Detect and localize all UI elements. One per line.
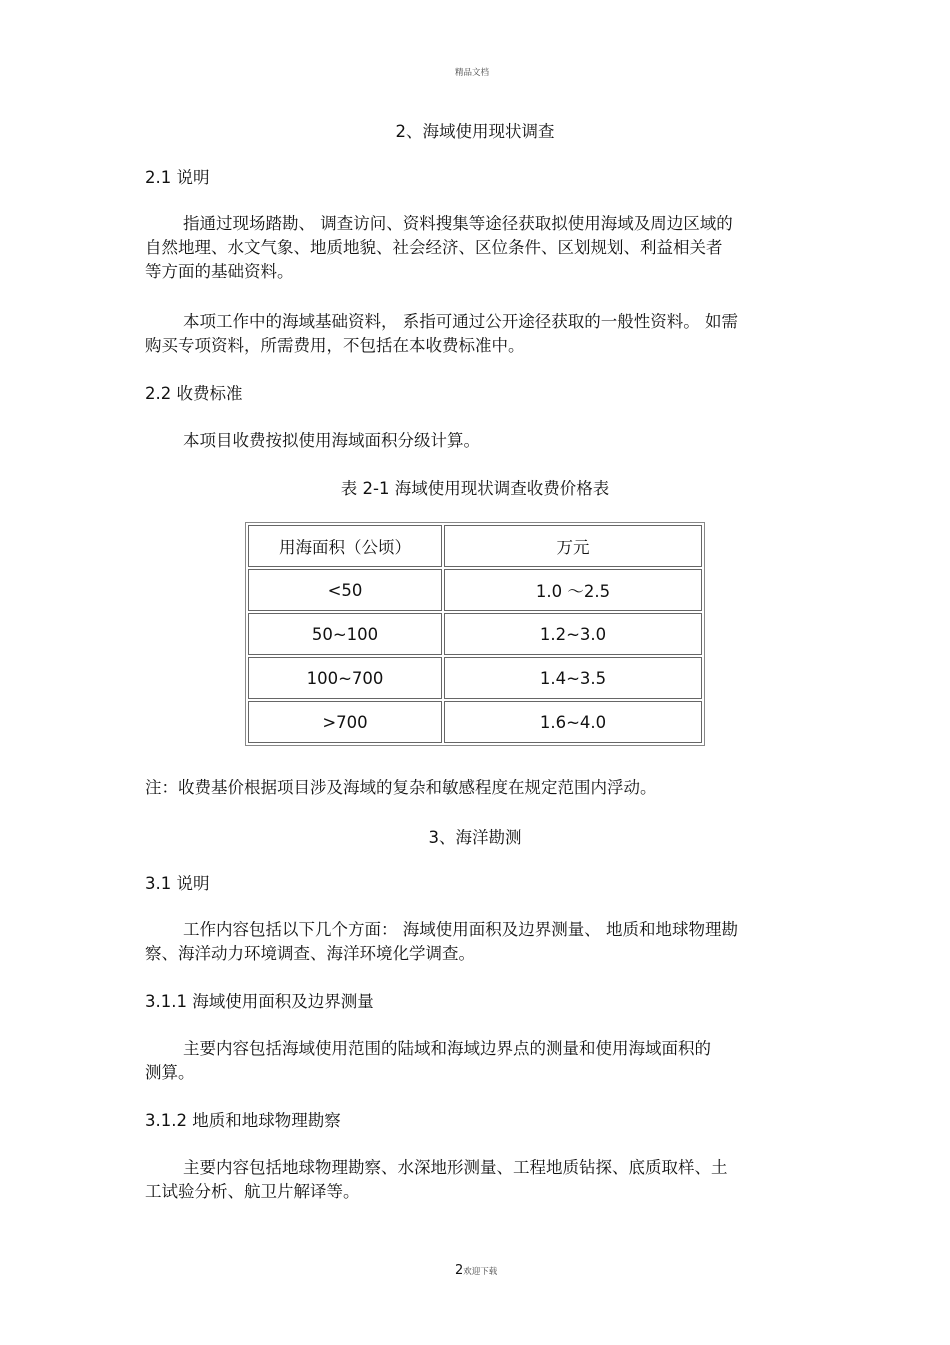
paragraph-line: 主要内容包括地球物理勘察、水深地形测量、工程地质钻探、底质取样、土 xyxy=(183,1158,728,1177)
section-3-1-2-paragraph xyxy=(145,1156,815,1204)
footer xyxy=(455,1259,497,1278)
table-cell-area: <50 xyxy=(248,569,442,611)
section-3-1-1-paragraph xyxy=(145,1037,815,1085)
table-row xyxy=(248,657,702,699)
fee-table xyxy=(245,522,705,746)
section-2-1-paragraph-2 xyxy=(145,310,815,358)
paragraph-line: 自然地理、水文气象、地质地貌、社会经济、区位条件、区划规划、利益相关者 xyxy=(145,238,723,257)
page-number: 2 xyxy=(455,1263,464,1278)
paragraph-line: 等方面的基础资料。 xyxy=(145,262,294,281)
table-cell-area: 100~700 xyxy=(248,657,442,699)
paragraph-line: 指通过现场踏勘、 调查访问、资料搜集等途径获取拟使用海域及周边区域的 xyxy=(183,214,733,233)
table-row xyxy=(248,569,702,611)
section-2-2-heading: 2.2 收费标准 xyxy=(145,384,243,403)
table-row xyxy=(248,701,702,743)
section-2-2-paragraph: 本项目收费按拟使用海域面积分级计算。 xyxy=(183,431,480,450)
section-3-1-heading: 3.1 说明 xyxy=(145,874,210,893)
paragraph-line: 工作内容包括以下几个方面： 海域使用面积及边界测量、 地质和地球物理勘 xyxy=(183,920,738,939)
table-cell-area: 50~100 xyxy=(248,613,442,655)
header-watermark: 精品文档 xyxy=(455,68,490,78)
table-cell-area: >700 xyxy=(248,701,442,743)
footer-text: 欢迎下载 xyxy=(463,1267,498,1277)
paragraph-line: 工试验分析、航卫片解译等。 xyxy=(145,1182,360,1201)
table-header-row xyxy=(248,525,702,567)
section-3-1-paragraph xyxy=(145,918,815,966)
table-caption: 表 2-1 海域使用现状调查收费价格表 xyxy=(340,479,610,498)
section-3-title: 3、海洋勘测 xyxy=(428,828,522,847)
section-3-1-1-heading: 3.1.1 海域使用面积及边界测量 xyxy=(145,992,374,1011)
table-cell-price: 1.2~3.0 xyxy=(444,613,702,655)
table-note: 注：收费基价根据项目涉及海域的复杂和敏感程度在规定范围内浮动。 xyxy=(145,778,657,797)
table-cell-price: 1.6~4.0 xyxy=(444,701,702,743)
table-header-price: 万元 xyxy=(444,525,702,567)
paragraph-line: 测算。 xyxy=(145,1063,195,1082)
paragraph-line: 购买专项资料，所需费用，不包括在本收费标准中。 xyxy=(145,336,525,355)
table-header-area: 用海面积（公顷） xyxy=(248,525,442,567)
paragraph-line: 本项工作中的海域基础资料， 系指可通过公开途径获取的一般性资料。 如需 xyxy=(183,312,738,331)
section-2-1-heading: 2.1 说明 xyxy=(145,168,210,187)
section-2-title: 2、海域使用现状调查 xyxy=(395,122,555,141)
table-cell-price: 1.4~3.5 xyxy=(444,657,702,699)
paragraph-line: 主要内容包括海域使用范围的陆域和海域边界点的测量和使用海域面积的 xyxy=(183,1039,711,1058)
table-cell-price: 1.0 ～2.5 xyxy=(444,569,702,611)
paragraph-line: 察、海洋动力环境调查、海洋环境化学调查。 xyxy=(145,944,475,963)
table-row xyxy=(248,613,702,655)
section-3-1-2-heading: 3.1.2 地质和地球物理勘察 xyxy=(145,1111,341,1130)
section-2-1-paragraph-1 xyxy=(145,212,815,284)
